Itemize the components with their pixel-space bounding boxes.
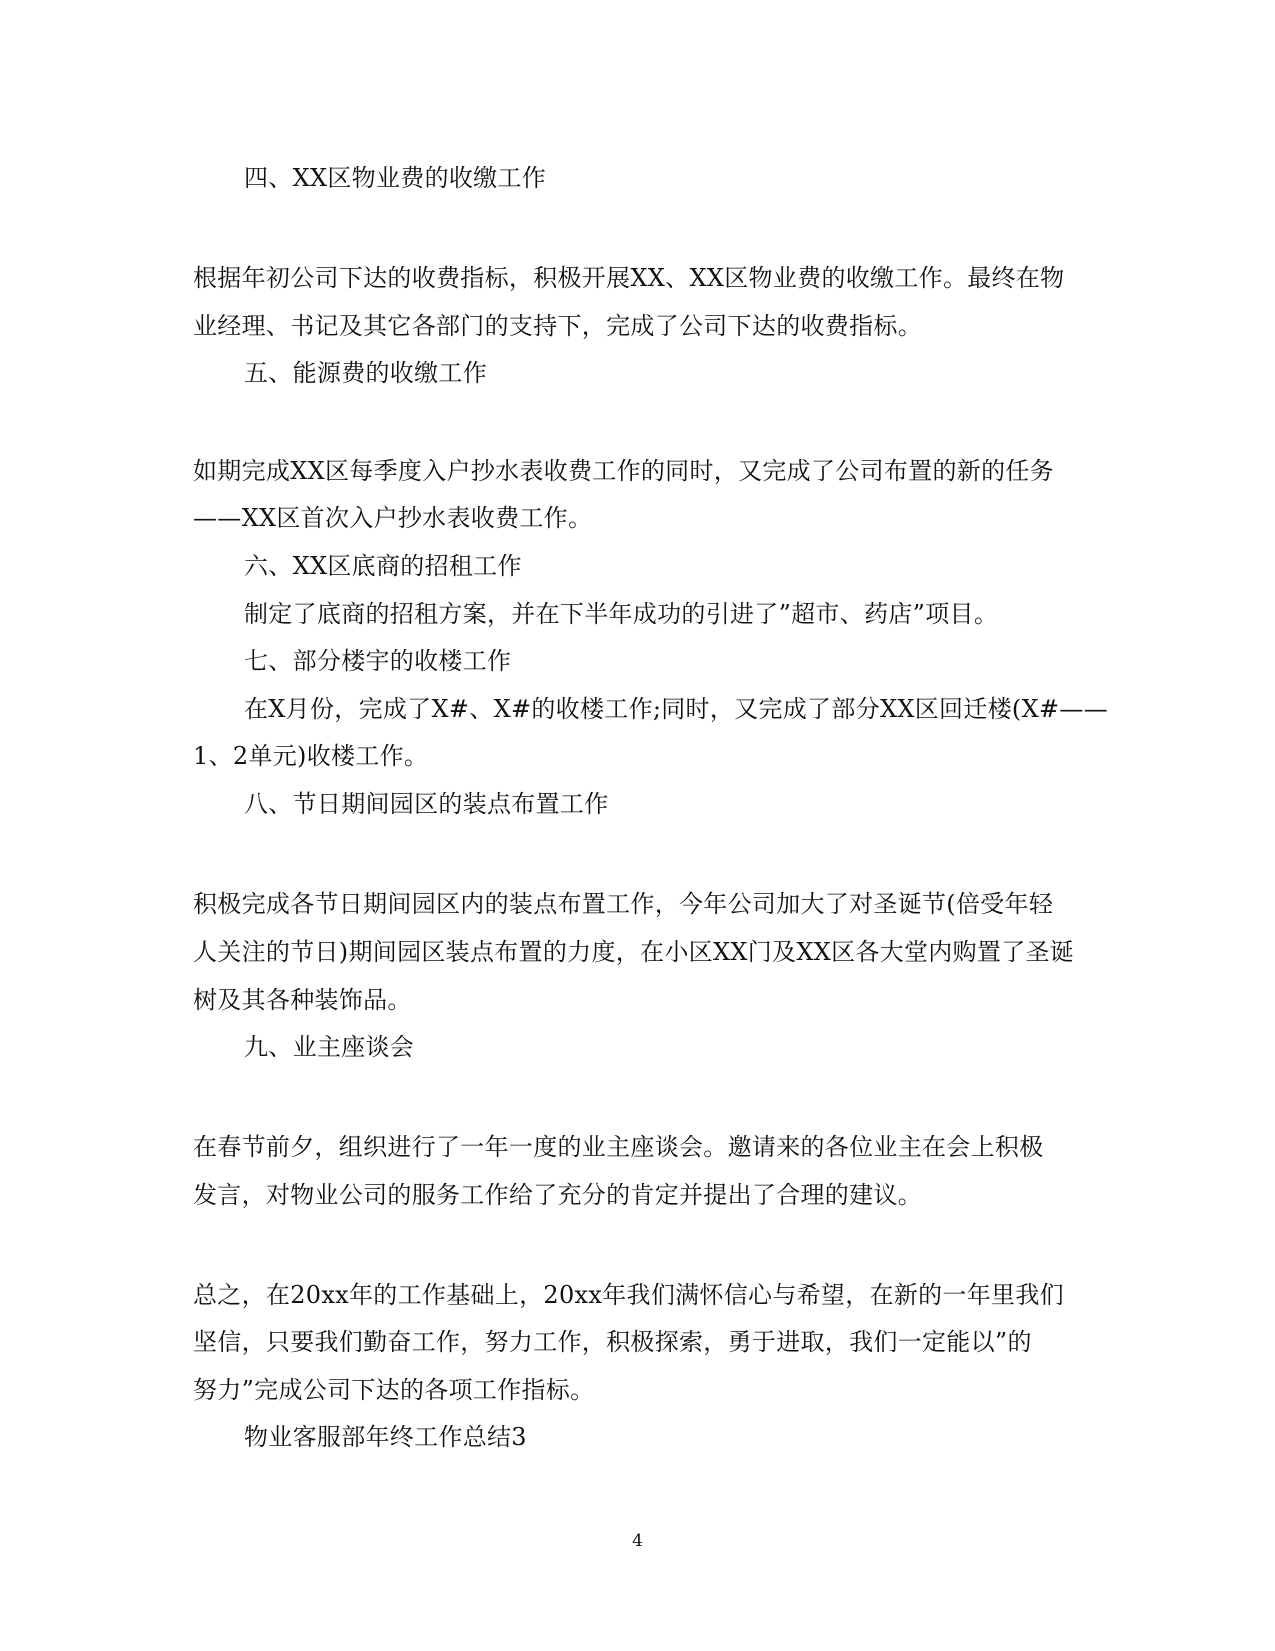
paragraph-line: 在春节前夕，组织进行了一年一度的业主座谈会。邀请来的各位业主在会上积极	[193, 1133, 1044, 1161]
paragraph-line: 根据年初公司下达的收费指标，积极开展XX、XX区物业费的收缴工作。最终在物	[193, 264, 1065, 292]
section-heading-8: 八、节日期间园区的装点布置工作	[244, 790, 609, 818]
section-heading-4: 四、XX区物业费的收缴工作	[244, 164, 547, 192]
next-section-title: 物业客服部年终工作总结3	[244, 1423, 527, 1451]
paragraph-line: 业经理、书记及其它各部门的支持下，完成了公司下达的收费指标。	[193, 312, 922, 340]
paragraph-line: 制定了底商的招租方案，并在下半年成功的引进了”超市、药店”项目。	[244, 600, 999, 628]
section-heading-9: 九、业主座谈会	[244, 1033, 415, 1061]
paragraph-line: 发言，对物业公司的服务工作给了充分的肯定并提出了合理的建议。	[193, 1181, 922, 1209]
paragraph-line: ——XX区首次入户抄水表收费工作。	[193, 504, 593, 532]
paragraph-line: 1、2单元)收楼工作。	[193, 742, 429, 770]
paragraph-line: 总之，在20xx年的工作基础上，20xx年我们满怀信心与希望，在新的一年里我们	[193, 1281, 1064, 1309]
section-heading-7: 七、部分楼宇的收楼工作	[244, 647, 512, 675]
section-heading-5: 五、能源费的收缴工作	[244, 359, 487, 387]
paragraph-line: 人关注的节日)期间园区装点布置的力度，在小区XX门及XX区各大堂内购置了圣诞	[193, 938, 1075, 966]
paragraph-line: 积极完成各节日期间园区内的装点布置工作，今年公司加大了对圣诞节(倍受年轻	[193, 890, 1054, 918]
paragraph-line: 树及其各种装饰品。	[193, 986, 412, 1014]
paragraph-line: 坚信，只要我们勤奋工作，努力工作，积极探索，勇于进取，我们一定能以”的	[193, 1328, 1032, 1356]
section-heading-6: 六、XX区底商的招租工作	[244, 552, 522, 580]
paragraph-line: 在X月份，完成了X#、X#的收楼工作;同时，又完成了部分XX区回迁楼(X#——	[244, 695, 1108, 723]
page-number: 4	[632, 1531, 643, 1551]
paragraph-line: 如期完成XX区每季度入户抄水表收费工作的同时，又完成了公司布置的新的任务	[193, 457, 1054, 485]
paragraph-line: 努力”完成公司下达的各项工作指标。	[193, 1376, 595, 1404]
